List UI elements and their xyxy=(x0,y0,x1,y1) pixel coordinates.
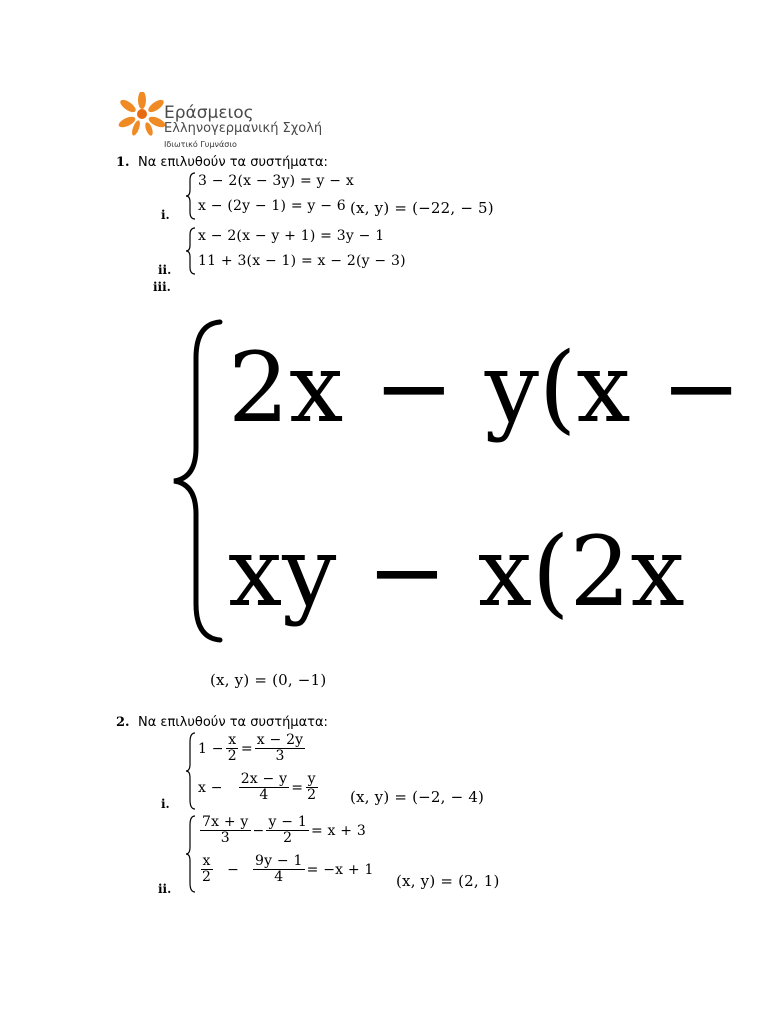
ex2-ii-eq1 xyxy=(198,815,366,847)
sunflower-logo-icon xyxy=(116,92,168,136)
exercise-2-number: 2. xyxy=(116,715,130,730)
ex1-i-eq2: x − (2y − 1) = y − 6 xyxy=(198,198,346,214)
ex2-i-eq1-rhs-frac xyxy=(255,733,306,765)
ex1-iii-label: iii. xyxy=(153,280,171,294)
big-brace-1iii xyxy=(170,318,225,644)
equals-sign: = xyxy=(291,779,304,796)
ex2-i-answer: (x, y) = (−2, − 4) xyxy=(350,788,485,806)
fraction-denominator: 3 xyxy=(220,830,230,847)
ex2-ii-eq2-rhs: = −x + 1 xyxy=(306,861,374,878)
fraction-numerator: x xyxy=(202,853,211,869)
ex2-ii-eq1-rhs: = x + 3 xyxy=(310,822,366,839)
ex2-ii-eq2-frac1 xyxy=(200,854,213,886)
fraction-numerator: 2x − y xyxy=(240,771,288,787)
exercise-2-prompt: Να επιλυθούν τα συστήματα: xyxy=(138,715,328,730)
fraction-denominator: 2 xyxy=(202,869,212,886)
minus-sign: − xyxy=(252,822,265,839)
ex1-ii-eq2: 11 + 3(x − 1) = x − 2(y − 3) xyxy=(198,253,406,269)
fraction-numerator: 9y − 1 xyxy=(255,853,303,869)
logo-subtitle: Ελληνογερμανική Σχολή xyxy=(164,121,323,136)
ex2-ii-answer: (x, y) = (2, 1) xyxy=(396,872,500,890)
fraction-denominator: 4 xyxy=(274,869,284,886)
brace-1i xyxy=(185,172,197,220)
ex2-ii-label: ii. xyxy=(158,882,172,896)
ex1-iii-big-eq1: 2x − y(x − xyxy=(228,332,742,444)
fraction-numerator: x − 2y xyxy=(256,732,304,748)
ex1-iii-answer: (x, y) = (0, −1) xyxy=(210,671,327,689)
ex2-i-eq1-frac xyxy=(226,733,239,765)
fraction-numerator: x xyxy=(228,732,237,748)
fraction-numerator: y xyxy=(307,771,316,787)
logo-tagline: Ιδιωτικό Γυμνάσιο xyxy=(164,140,237,149)
exercise-1-number: 1. xyxy=(116,155,130,170)
ex1-iii-big-eq2: xy − x(2x xyxy=(228,516,685,628)
fraction-denominator: 4 xyxy=(259,787,269,804)
ex1-i-label: i. xyxy=(161,208,170,222)
brace-1ii xyxy=(185,227,197,275)
fraction-numerator: y − 1 xyxy=(268,814,307,830)
brace-2ii xyxy=(185,815,197,893)
minus-sign: − xyxy=(227,861,240,878)
ex1-i-answer: (x, y) = (−22, − 5) xyxy=(350,199,494,217)
fraction-denominator: 2 xyxy=(307,787,317,804)
ex2-i-eq2 xyxy=(198,772,320,804)
ex1-ii-label: ii. xyxy=(158,263,172,277)
ex2-ii-eq2 xyxy=(198,854,374,886)
ex1-ii-eq1: x − 2(x − y + 1) = 3y − 1 xyxy=(198,228,385,244)
ex2-ii-eq1-frac1 xyxy=(200,815,251,847)
ex1-i-eq1: 3 − 2(x − 3y) = y − x xyxy=(198,173,354,189)
logo-name: Εράσμειος xyxy=(164,103,254,123)
fraction-denominator: 2 xyxy=(227,748,237,765)
brace-2i xyxy=(185,732,197,810)
fraction-numerator: 7x + y xyxy=(202,814,249,830)
ex2-i-eq1-lead: 1 − xyxy=(198,740,224,757)
equals-sign: = xyxy=(240,740,253,757)
ex2-i-eq2-rhs-frac xyxy=(305,772,318,804)
ex2-i-label: i. xyxy=(161,797,170,811)
ex2-i-eq2-lead: x − xyxy=(198,779,223,796)
ex2-ii-eq1-frac2 xyxy=(266,815,308,847)
fraction-denominator: 2 xyxy=(283,830,293,847)
ex2-i-eq1 xyxy=(198,733,307,765)
fraction-denominator: 3 xyxy=(275,748,285,765)
exercise-1-prompt: Να επιλυθούν τα συστήματα: xyxy=(138,155,328,170)
ex2-i-eq2-frac xyxy=(239,772,290,804)
ex2-ii-eq2-frac2 xyxy=(253,854,305,886)
